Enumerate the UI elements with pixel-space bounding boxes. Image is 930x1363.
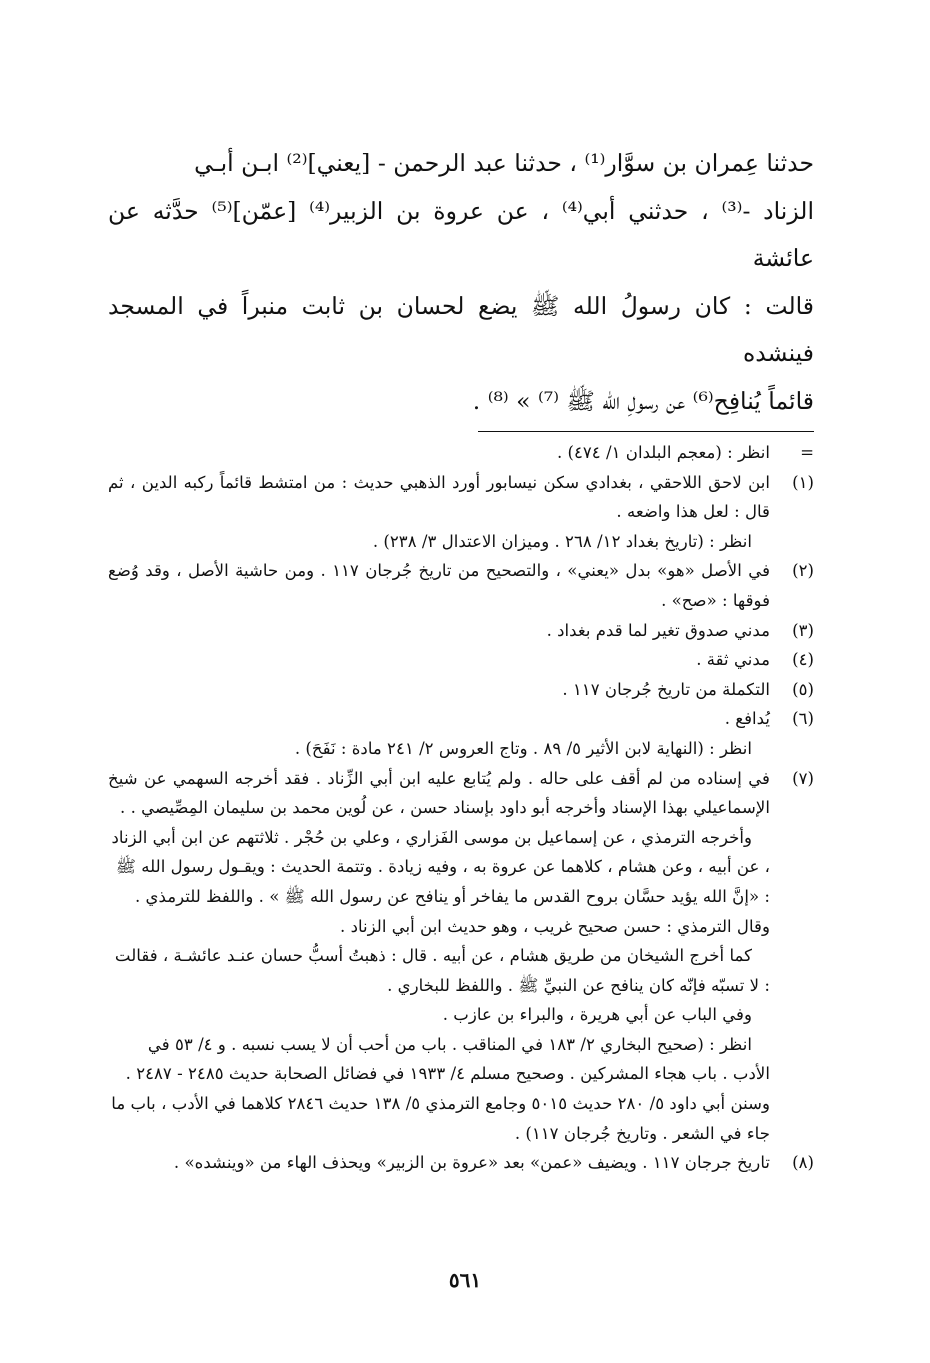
footnote-text: في الأصل «هو» بدل «يعني» ، والتصحيح من تاريخ جُرجان ١١٧ . ومن حاشية الأصل ، وقد وُضع فوقها : «صح» . (108, 561, 771, 610)
footnotes (108, 438, 814, 1178)
main-line: حدثنا عِمران بن سوَّار⁽¹⁾ ، حدثنا عبد الرحمن - [يعني]⁽²⁾ ابـن أبـي (194, 149, 814, 177)
page-number: ٥٦١ (448, 1268, 482, 1292)
footnote-text: ابن لاحق اللاحقي ، بغدادي سكن نيسابور أورد الذهبي حديث : من امتشط قائماً ركبه الدين ، ثم قال : لعل هذا واضعه . (108, 472, 770, 522)
footnote-6-ref: انظر : (النهاية لابن الأثير ٥/ ٨٩ . وتاج العروس ٢/ ٢٤١ مادة : نَفَحَ) . (294, 738, 752, 758)
footnote-1-ref: انظر : (تاريخ بغداد ١٢/ ٢٦٨ . وميزان الاعتدال ٣/ ٢٣٨) . (372, 531, 752, 551)
footnote-text: تاريخ جرجان ١١٧ . ويضيف «عمن» بعد «عروة بن الزبير» ويحذف الهاء من «وينشده» . (173, 1153, 770, 1173)
footnote-number: (٣) (792, 620, 814, 640)
footnote-text: في إسناده من لم أقف على حاله . ولم يُتابع عليه ابن أبي الزِّناد . فقد أخرجه السهمي عن شيخ الإسماعيلي بهذا الإسناد وأخرجه أبو داود بإسناد حسن ، عن لُوين محمد بن سليمان المِصِّيصي . . (108, 768, 770, 818)
footnote-number: (٢) (792, 561, 814, 581)
footnote-7-paragraph: انظر : (صحيح البخاري ٢/ ١٨٣ في المناقب . باب من أحب أن لا يسب نسبه . و ٤/ ٥٣ في الأدب . باب هجاء المشركين . وصحيح مسلم ٤/ ١٩٣٣ في فضائل الصحابة حديث ٢٤٨٥ - ٢٤٨٧ . وسنن أبي داود ٥/ ٢٨٠ حديث ٥٠١٥ وجامع الترمذي ٥/ ١٣٨ حديث ٢٨٤٦ كلاهما في الأدب ، باب ما جاء في الشعر . وتاريخ جُرجان ١١٧) . (111, 1034, 770, 1143)
footnote-7-paragraph: وأخرجه الترمذي ، عن إسماعيل بن موسى الفَزاري ، وعلي بن حُجْر . ثلاثتهم عن ابن أبي الزناد ، عن أبيه ، وعن هشام ، كلاهما عن عروة به ، وفيه زيادة . وتتمة الحديث : ويقـول رسول الله ﷺ : «إنَّ الله يؤيد حسَّان بروح القدس ما يفاخر أو ينافح عن رسول الله ﷺ » . واللفظ للترمذي . وقال الترمذي : حسن صحيح غريب ، وهو حديث ابن أبي الزناد . (111, 827, 770, 936)
footnote-3 (108, 616, 814, 646)
footnote-text: مدني صدوق تغير لما قدم بغداد . (546, 620, 770, 640)
footnote-text: انظر : (معجم البلدان ١/ ٤٧٤) . (556, 443, 770, 462)
footnote-continuation (108, 438, 814, 468)
footnote-5 (108, 675, 814, 705)
footnote-number: (٤) (792, 650, 814, 670)
footnote-separator (478, 431, 814, 432)
footnote-7-paragraph: كما أخرج الشيخان من طريق هشام ، عن أبيه . قال : ذهبتُ أسبُّ حسان عنـد عائشـة ، فقالت : لا تسبّه فإنّه كان ينافح عن النبيِّ ﷺ . واللفظ للبخاري . (114, 946, 770, 995)
page-body (108, 140, 814, 1178)
footnote-number: (٨) (792, 1153, 814, 1173)
footnote-6 (108, 704, 814, 734)
continuation-marker: = (800, 443, 814, 462)
footnote-text: يُدافع . (724, 709, 770, 729)
footnote-8 (108, 1148, 814, 1178)
main-line: قائماً يُنافِح⁽⁶⁾ عن رسولِ الله ﷺ ⁽⁷⁾ » ⁽⁸⁾ . (472, 386, 814, 415)
footnote-text: مدني ثقة . (696, 650, 770, 670)
footnote-7-paragraph: وفي الباب عن أبي هريرة ، والبراء بن عازب . (442, 1005, 752, 1025)
footnote-2 (108, 556, 814, 615)
main-text (108, 140, 814, 425)
footnote-number: (٦) (792, 709, 814, 729)
footnote-number: (١) (792, 472, 814, 492)
main-line: الزناد -⁽³⁾ ، حدثني أبي⁽⁴⁾ ، عن عروة بن الزبير⁽⁴⁾ [عمّن]⁽⁵⁾ حدَّثه عن عائشة (108, 196, 814, 272)
footnote-text: التكملة من تاريخ جُرجان ١١٧ . (562, 679, 770, 699)
footnote-4 (108, 645, 814, 675)
footnote-number: (٥) (792, 679, 814, 699)
footnote-7 (108, 764, 814, 823)
footnote-1 (108, 468, 814, 527)
main-line: قالت : كان رسولُ الله ﷺ يضع لحسان بن ثابت منبراً في المسجد فينشده (108, 291, 814, 367)
footnote-number: (٧) (792, 768, 814, 788)
